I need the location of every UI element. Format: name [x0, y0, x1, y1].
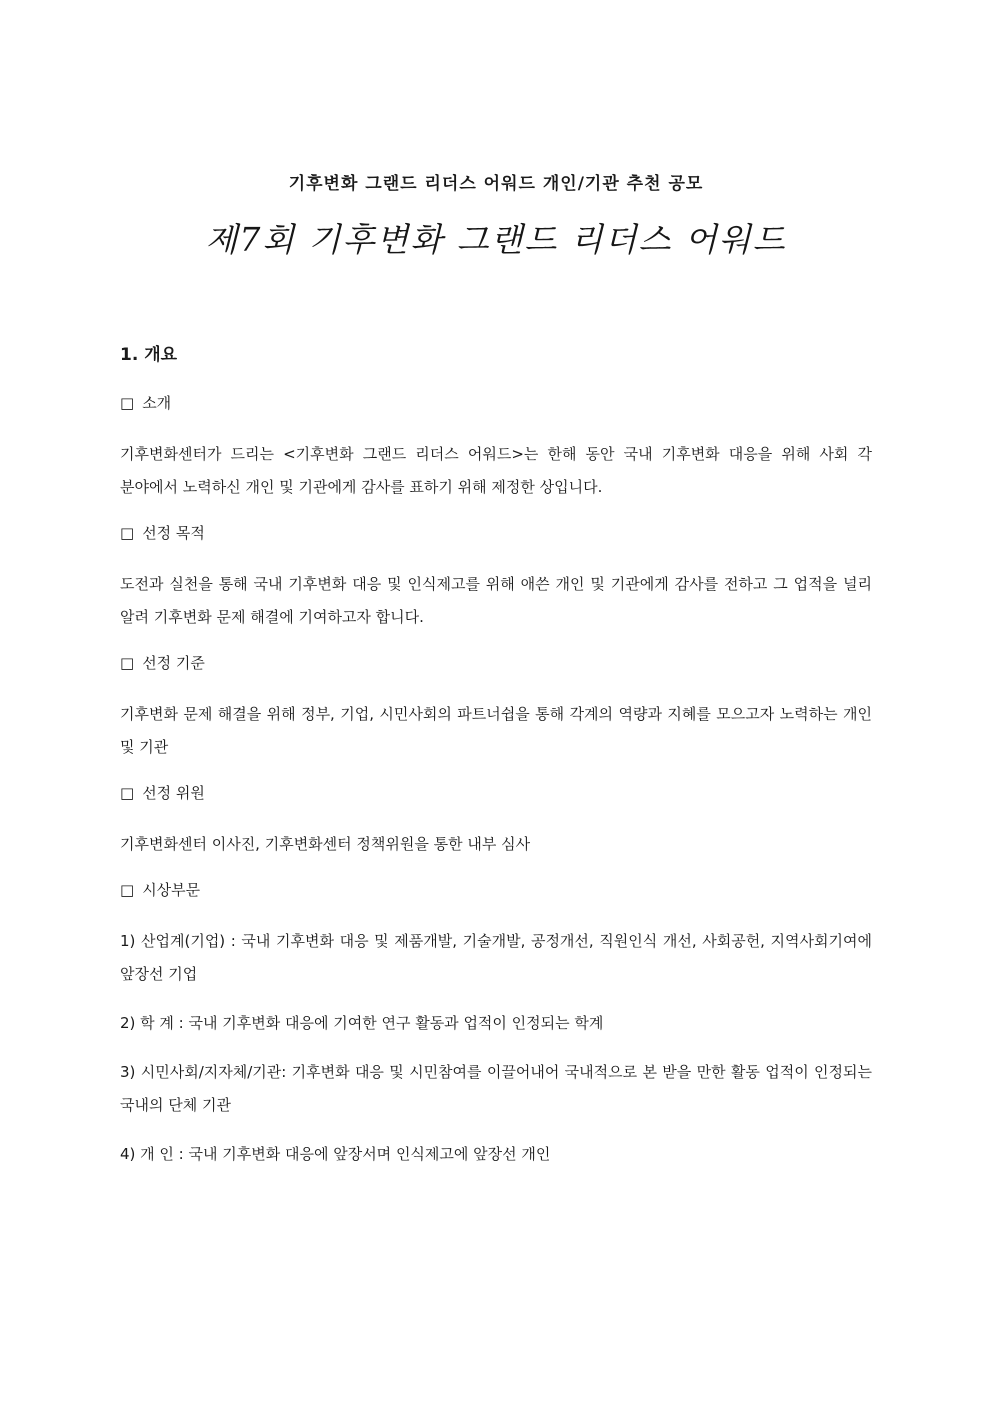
document-subtitle: 제7회 기후변화 그랜드 리더스 어워드 — [205, 220, 787, 259]
document-title: 기후변화 그랜드 리더스 어워드 개인/기관 추천 공모 — [288, 174, 704, 194]
sub-heading-purpose — [120, 520, 872, 546]
sub-heading-categories — [120, 877, 872, 903]
checkbox-square-icon: □ — [120, 784, 135, 802]
paragraph-committee: 기후변화센터 이사진, 기후변화센터 정책위원을 통한 내부 심사 — [120, 835, 531, 853]
document-body — [120, 342, 872, 1187]
sub-heading-intro — [120, 390, 872, 416]
checkbox-square-icon: □ — [120, 881, 135, 899]
sub-heading-label: 선정 목적 — [142, 524, 205, 542]
sub-heading-label: 선정 기준 — [142, 654, 205, 672]
section-heading-overview: 1. 개요 — [120, 345, 178, 365]
checkbox-square-icon: □ — [120, 654, 135, 672]
category-item-industry: 1) 산업계(기업) : 국내 기후변화 대응 및 제품개발, 기술개발, 공정개선, 직원인식 개선, 사회공헌, 지역사회기여에 앞장선 기업 — [120, 932, 872, 983]
paragraph-criteria: 기후변화 문제 해결을 위해 정부, 기업, 시민사회의 파트너쉽을 통해 각계의 역량과 지혜를 모으고자 노력하는 개인 및 기관 — [120, 705, 872, 756]
sub-heading-criteria — [120, 650, 872, 676]
sub-heading-label: 시상부문 — [142, 881, 201, 899]
sub-heading-committee — [120, 780, 872, 806]
sub-heading-label: 선정 위원 — [142, 784, 205, 802]
category-item-civil-society: 3) 시민사회/지자체/기관: 기후변화 대응 및 시민참여를 이끌어내어 국내적으로 본 받을 만한 활동 업적이 인정되는 국내의 단체 기관 — [120, 1063, 872, 1114]
category-item-academia: 2) 학 계 : 국내 기후변화 대응에 기여한 연구 활동과 업적이 인정되는 학계 — [120, 1014, 604, 1032]
checkbox-square-icon: □ — [120, 524, 135, 542]
paragraph-purpose: 도전과 실천을 통해 국내 기후변화 대응 및 인식제고를 위해 애쓴 개인 및 기관에게 감사를 전하고 그 업적을 널리 알려 기후변화 문제 해결에 기여하고자 합니다. — [120, 575, 872, 626]
checkbox-square-icon: □ — [120, 394, 135, 412]
category-item-individual: 4) 개 인 : 국내 기후변화 대응에 앞장서며 인식제고에 앞장선 개인 — [120, 1145, 551, 1163]
sub-heading-label: 소개 — [142, 394, 172, 412]
paragraph-intro: 기후변화센터가 드리는 <기후변화 그랜드 리더스 어워드>는 한해 동안 국내 기후변화 대응을 위해 사회 각 분야에서 노력하신 개인 및 기관에게 감사를 표하기 위해 제정한 상입니다. — [120, 445, 872, 496]
